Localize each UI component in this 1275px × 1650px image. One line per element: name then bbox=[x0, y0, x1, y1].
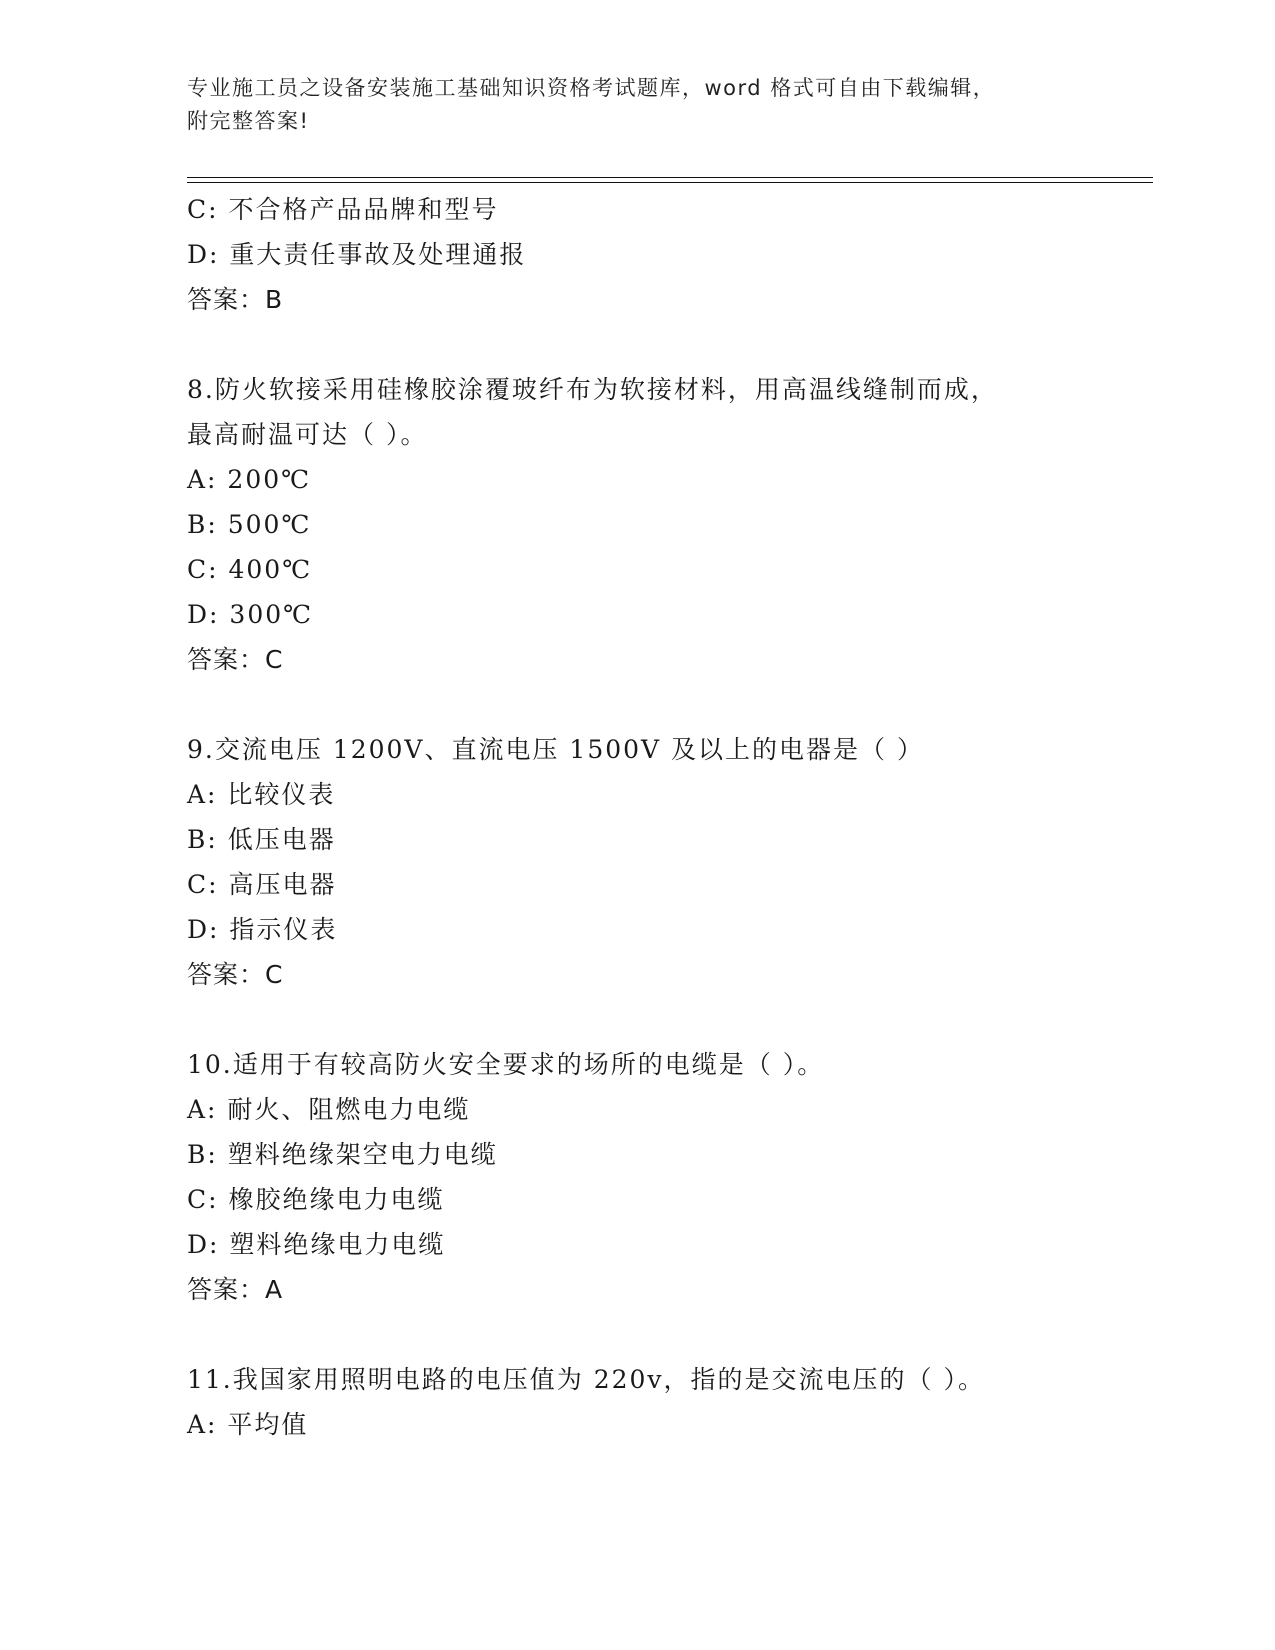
q9-option-a: A: 比较仪表 bbox=[187, 780, 336, 809]
q9-answer: 答案：C bbox=[187, 960, 284, 989]
q9-stem: 9.交流电压 1200V、直流电压 1500V 及以上的电器是（ ） bbox=[187, 735, 924, 764]
q11-option-a: A: 平均值 bbox=[187, 1410, 309, 1439]
q8-option-d: D: 300℃ bbox=[187, 600, 314, 629]
q10-option-d: D: 塑料绝缘电力电缆 bbox=[187, 1230, 446, 1259]
q10-option-a: A: 耐火、阻燃电力电缆 bbox=[187, 1095, 471, 1124]
q10-stem: 10.适用于有较高防火安全要求的场所的电缆是（ ）。 bbox=[187, 1050, 825, 1079]
q8-option-a: A: 200℃ bbox=[187, 465, 312, 494]
q9-option-c: C: 高压电器 bbox=[187, 870, 337, 899]
q9-option-d: D: 指示仪表 bbox=[187, 915, 338, 944]
q8-answer: 答案：C bbox=[187, 645, 284, 674]
header-line-2: 附完整答案! bbox=[187, 109, 310, 133]
q8-option-c: C: 400℃ bbox=[187, 555, 313, 584]
q7-option-c: C: 不合格产品品牌和型号 bbox=[187, 195, 499, 224]
q8-stem-line-1: 8.防火软接采用硅橡胶涂覆玻纤布为软接材料，用高温线缝制而成， bbox=[187, 375, 998, 404]
q10-option-b: B: 塑料绝缘架空电力电缆 bbox=[187, 1140, 498, 1169]
q7-option-d: D: 重大责任事故及处理通报 bbox=[187, 240, 527, 269]
q8-option-b: B: 500℃ bbox=[187, 510, 312, 539]
q9-option-b: B: 低压电器 bbox=[187, 825, 336, 854]
header-line-1: 专业施工员之设备安装施工基础知识资格考试题库，word 格式可自由下载编辑， bbox=[187, 76, 996, 100]
header-rule-top bbox=[187, 177, 1153, 178]
q10-answer: 答案：A bbox=[187, 1275, 284, 1304]
q11-stem: 11.我国家用照明电路的电压值为 220v，指的是交流电压的（ ）。 bbox=[187, 1365, 985, 1394]
document-header bbox=[187, 72, 1087, 138]
q10-option-c: C: 橡胶绝缘电力电缆 bbox=[187, 1185, 445, 1214]
q7-answer: 答案：B bbox=[187, 285, 284, 314]
header-rule-bottom bbox=[187, 182, 1153, 183]
q8-stem-line-2: 最高耐温可达（ ）。 bbox=[187, 420, 428, 449]
